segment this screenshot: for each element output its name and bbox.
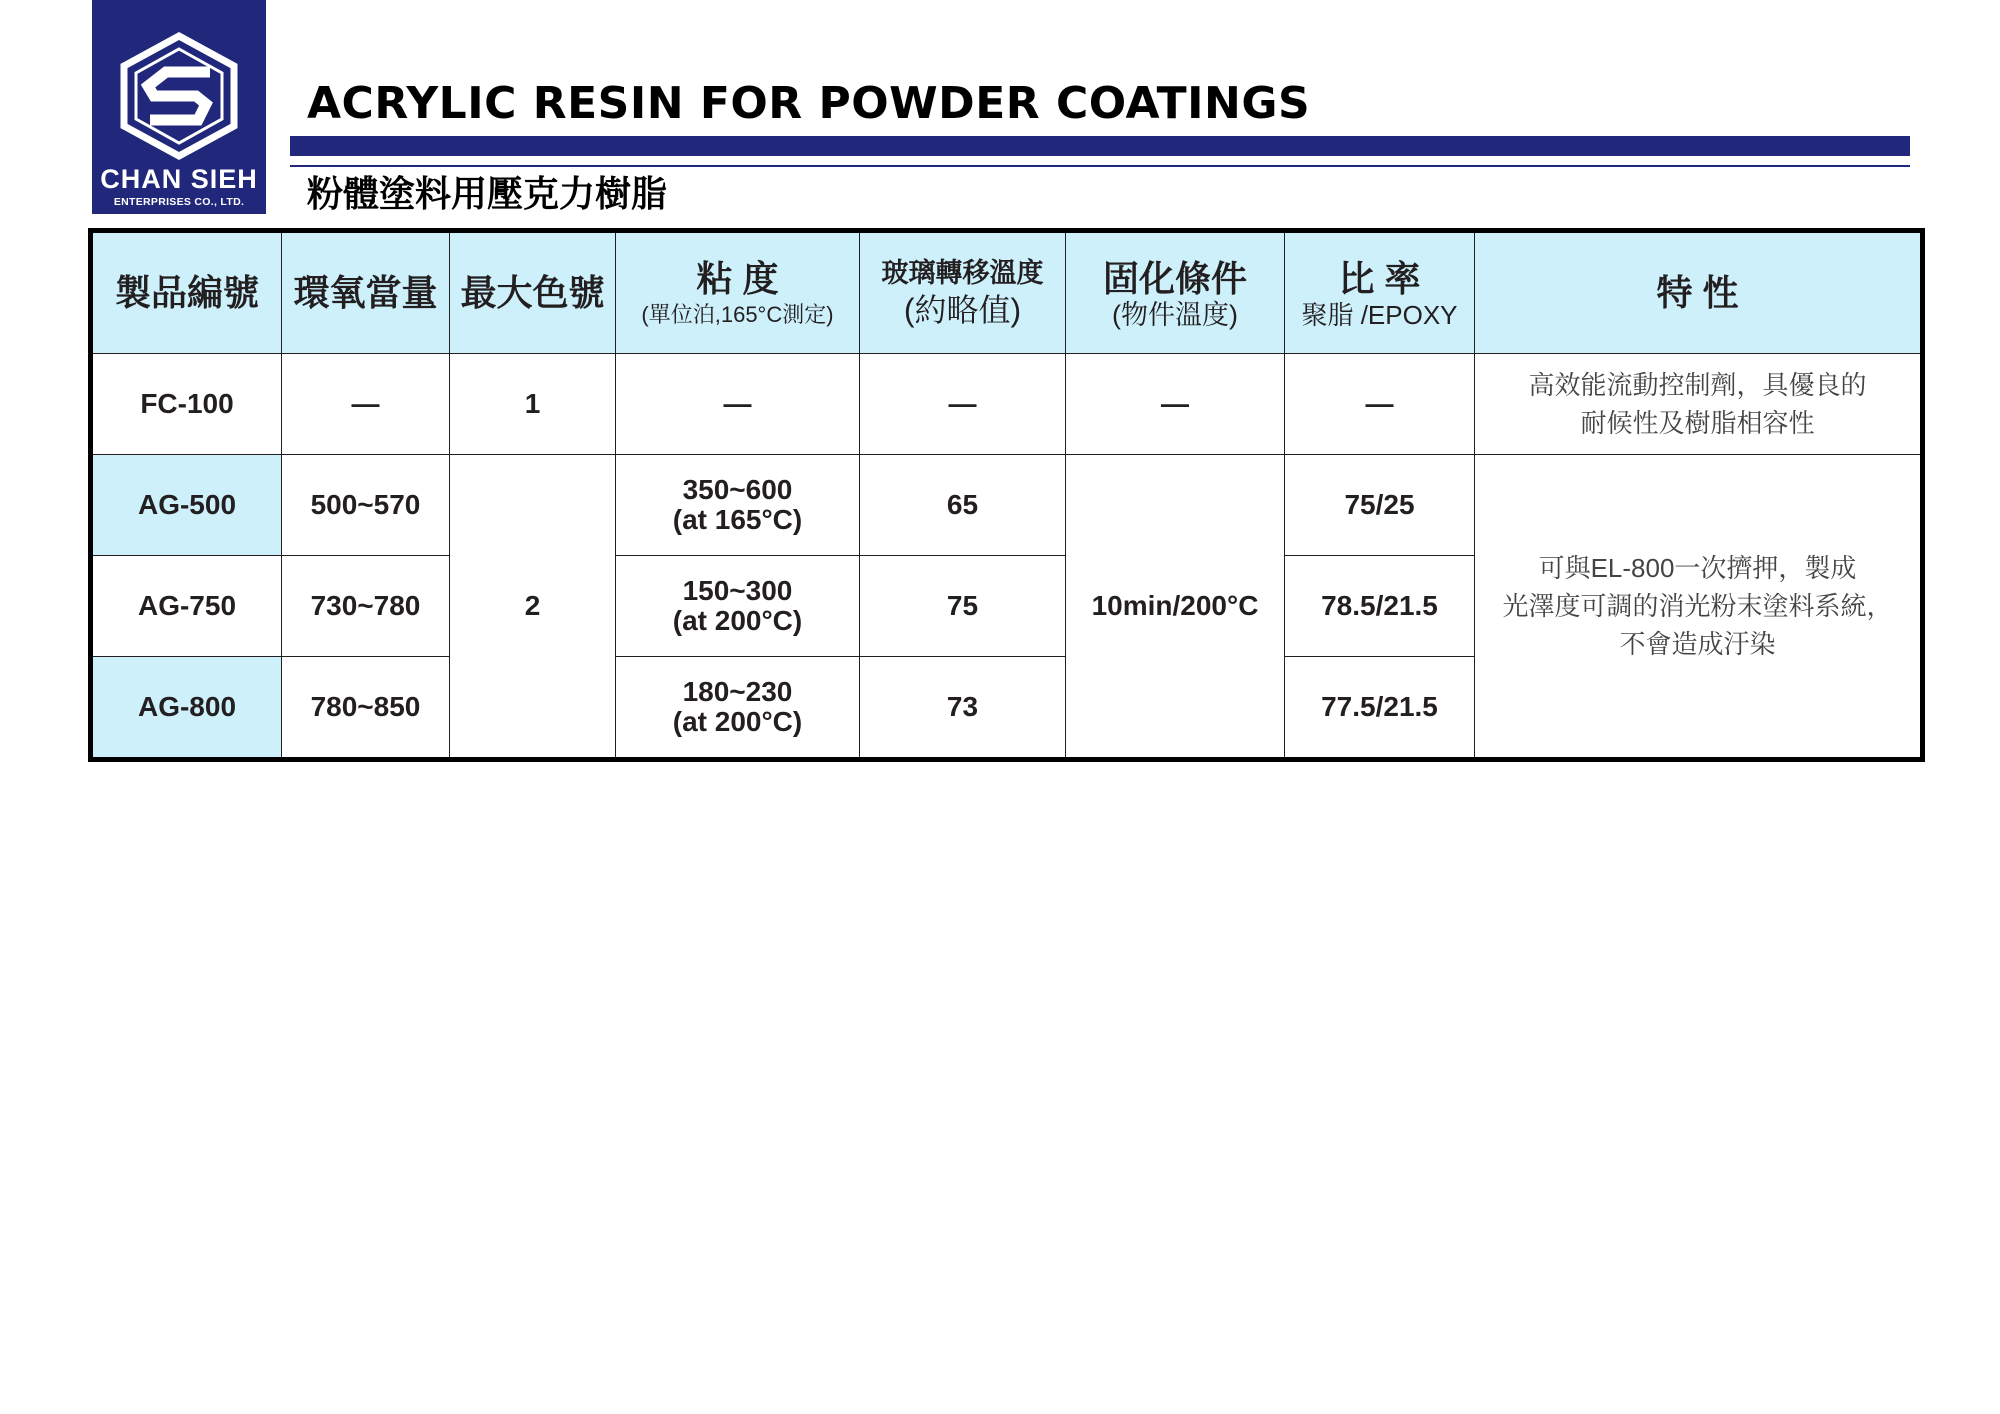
cell-cure-condition: 10min/200°C [1066,455,1285,760]
header-max-color: 最大色號 [450,231,616,354]
cell-cure-condition: — [1066,354,1285,455]
cell-viscosity: 150~300 (at 200°C) [616,556,860,657]
header-ratio: 比 率 聚脂 /EPOXY [1285,231,1475,354]
cell-glass-transition: 65 [860,455,1066,556]
table-header-row [91,231,1923,354]
cell-viscosity: 180~230 (at 200°C) [616,657,860,760]
title-divider-thin [290,165,1910,167]
cell-ratio: 77.5/21.5 [1285,657,1475,760]
cell-product-code: AG-500 [91,455,282,556]
cell-features: 可與EL-800一次擠押，製成 光澤度可調的消光粉末塗料系統， 不會造成汙染 [1475,455,1923,760]
cell-product-code: FC-100 [91,354,282,455]
cell-product-code: AG-750 [91,556,282,657]
cell-product-code: AG-800 [91,657,282,760]
cell-epoxy-equivalent: — [282,354,450,455]
page-title-chinese: 粉體塗料用壓克力樹脂 [307,174,668,215]
brand-subtitle: ENTERPRISES CO., LTD. [113,196,245,208]
cell-max-color: 1 [450,354,616,455]
product-spec-table [88,228,1925,762]
table-row [91,455,1923,556]
chan-sieh-logo-icon [114,32,244,160]
header-cure-condition: 固化條件 (物件溫度) [1066,231,1285,354]
cell-viscosity: 350~600 (at 165°C) [616,455,860,556]
brand-name: CHAN SIEH [100,164,258,194]
cell-epoxy-equivalent: 780~850 [282,657,450,760]
company-logo [92,0,266,214]
table-row [91,354,1923,455]
header-viscosity: 粘 度 (單位泊,165°C測定) [616,231,860,354]
cell-ratio: 75/25 [1285,455,1475,556]
cell-features: 高效能流動控制劑，具優良的 耐候性及樹脂相容性 [1475,354,1923,455]
header-epoxy-equivalent: 環氧當量 [282,231,450,354]
cell-epoxy-equivalent: 500~570 [282,455,450,556]
header-features: 特 性 [1475,231,1923,354]
cell-ratio: 78.5/21.5 [1285,556,1475,657]
cell-epoxy-equivalent: 730~780 [282,556,450,657]
cell-ratio: — [1285,354,1475,455]
title-divider-thick [290,136,1910,156]
header-glass-transition: 玻璃轉移溫度 (約略值) [860,231,1066,354]
page-title-english: ACRYLIC RESIN FOR POWDER COATINGS [307,78,1311,129]
cell-glass-transition: 73 [860,657,1066,760]
cell-glass-transition: 75 [860,556,1066,657]
cell-max-color: 2 [450,455,616,760]
cell-glass-transition: — [860,354,1066,455]
header-product-code: 製品編號 [91,231,282,354]
cell-viscosity: — [616,354,860,455]
